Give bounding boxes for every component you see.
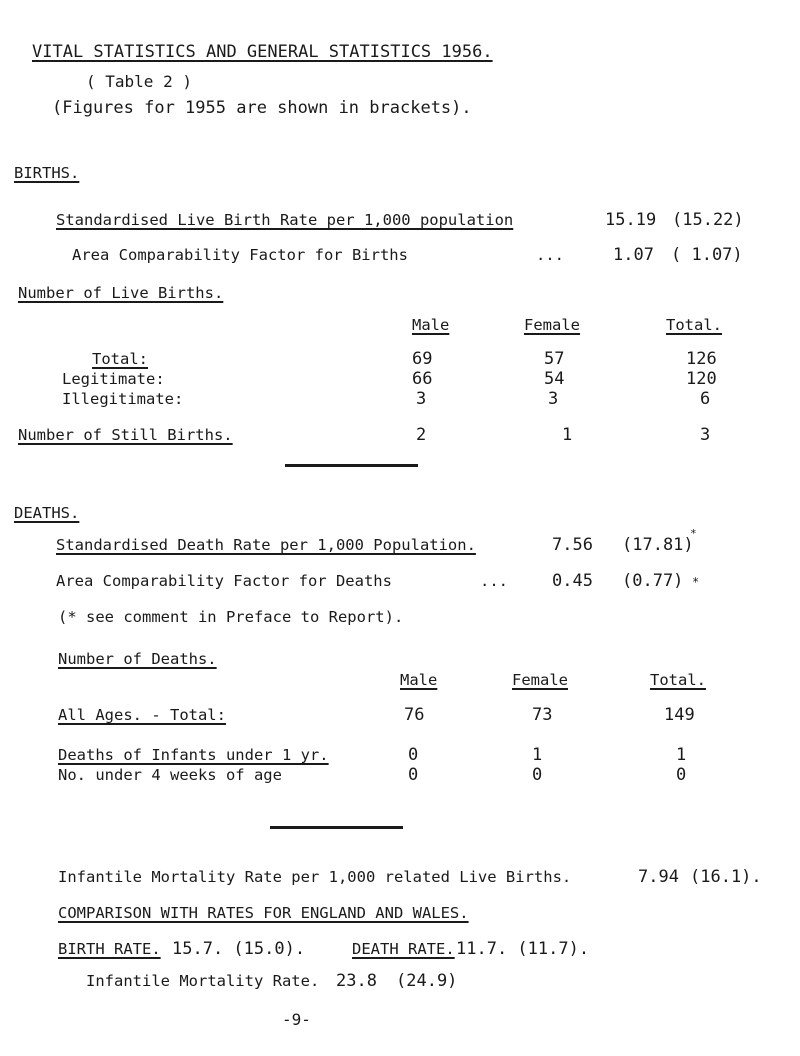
deaths-row-label: No. under 4 weeks of age (58, 766, 282, 784)
column-header-total: Total. (666, 316, 722, 334)
column-header-male: Male (400, 671, 438, 689)
births-heading: BIRTHS. (14, 164, 80, 182)
births-total-value: 6 (700, 389, 711, 409)
infant-mortality-comparison-value: 23.8 (336, 971, 377, 991)
deaths-heading: DEATHS. (14, 504, 80, 522)
column-header-male: Male (412, 316, 450, 334)
deaths-male-value: 76 (404, 705, 425, 725)
deaths-female-value: 1 (532, 745, 543, 765)
death-rate-previous: (17.81) (622, 535, 694, 555)
document-title: VITAL STATISTICS AND GENERAL STATISTICS 1956. (32, 42, 493, 62)
column-header-female: Female (512, 671, 568, 689)
table-label: ( Table 2 ) (86, 72, 192, 91)
deaths-male-value: 0 (408, 745, 419, 765)
births-row-label: Total: (92, 350, 148, 368)
death-acf-label: Area Comparability Factor for Deaths (56, 572, 392, 590)
births-total-value: 126 (686, 349, 717, 369)
birth-acf-dots: ... (536, 246, 564, 264)
birth-acf-previous: ( 1.07) (671, 245, 743, 265)
death-acf-asterisk: * (692, 575, 700, 589)
still-births-label: Number of Still Births. (18, 426, 233, 444)
birth-acf-value: 1.07 (613, 245, 654, 265)
infant-mortality-comparison-previous: (24.9) (396, 971, 458, 991)
birth-rate-comparison-value: 15.7. (15.0). (172, 939, 306, 959)
birth-acf-label: Area Comparability Factor for Births (72, 246, 408, 264)
still-births-male: 2 (416, 425, 427, 445)
deaths-male-value: 0 (408, 765, 419, 785)
live-births-heading: Number of Live Births. (18, 284, 224, 302)
births-male-value: 3 (416, 389, 427, 409)
infant-mortality-previous: (16.1). (690, 867, 762, 887)
deaths-female-value: 0 (532, 765, 543, 785)
death-rate-value: 7.56 (552, 535, 593, 555)
death-rate-label: Standardised Death Rate per 1,000 Population. (56, 536, 476, 554)
section-divider (270, 826, 403, 829)
column-header-female: Female (524, 316, 580, 334)
births-female-value: 3 (548, 389, 559, 409)
comparison-heading: COMPARISON WITH RATES FOR ENGLAND AND WALES. (58, 904, 469, 922)
death-acf-value: 0.45 (552, 571, 593, 591)
still-births-total: 3 (700, 425, 711, 445)
page-number: -9- (282, 1010, 311, 1029)
births-row-label: Illegitimate: (62, 390, 184, 408)
birth-rate-value: 15.19 (605, 210, 657, 230)
deaths-total-value: 0 (676, 765, 687, 785)
infant-mortality-label: Infantile Mortality Rate per 1,000 related Live Births. (58, 868, 572, 886)
death-rate-comparison-value: 11.7. (11.7). (456, 939, 590, 959)
section-divider (285, 464, 418, 467)
number-of-deaths-heading: Number of Deaths. (58, 650, 217, 668)
birth-rate-label: Standardised Live Birth Rate per 1,000 population (56, 211, 514, 229)
death-acf-dots: ... (480, 572, 508, 590)
births-male-value: 69 (412, 349, 433, 369)
still-births-female: 1 (562, 425, 573, 445)
births-row-label: Legitimate: (62, 370, 165, 388)
births-female-value: 54 (544, 369, 565, 389)
deaths-total-value: 1 (676, 745, 687, 765)
births-female-value: 57 (544, 349, 565, 369)
death-acf-previous: (0.77) (622, 571, 684, 591)
death-rate-comparison-label: DEATH RATE. (352, 940, 455, 958)
deaths-row-label (58, 708, 226, 724)
deaths-row-label: Deaths of Infants under 1 yr. (58, 746, 329, 764)
deaths-female-value: 73 (532, 705, 553, 725)
infant-mortality-comparison-label: Infantile Mortality Rate. (86, 972, 320, 990)
column-header-total: Total. (650, 671, 706, 689)
all-ages-label: All Ages. - Total: (58, 706, 226, 724)
death-rate-asterisk: * (690, 527, 697, 540)
infant-mortality-value: 7.94 (638, 867, 679, 887)
asterisk-footnote: (* see comment in Preface to Report). (58, 608, 404, 626)
brackets-note: (Figures for 1955 are shown in brackets). (52, 98, 472, 118)
deaths-total-value: 149 (664, 705, 695, 725)
birth-rate-comparison-label: BIRTH RATE. (58, 940, 161, 958)
births-male-value: 66 (412, 369, 433, 389)
birth-rate-previous: (15.22) (672, 210, 744, 230)
births-total-value: 120 (686, 369, 717, 389)
